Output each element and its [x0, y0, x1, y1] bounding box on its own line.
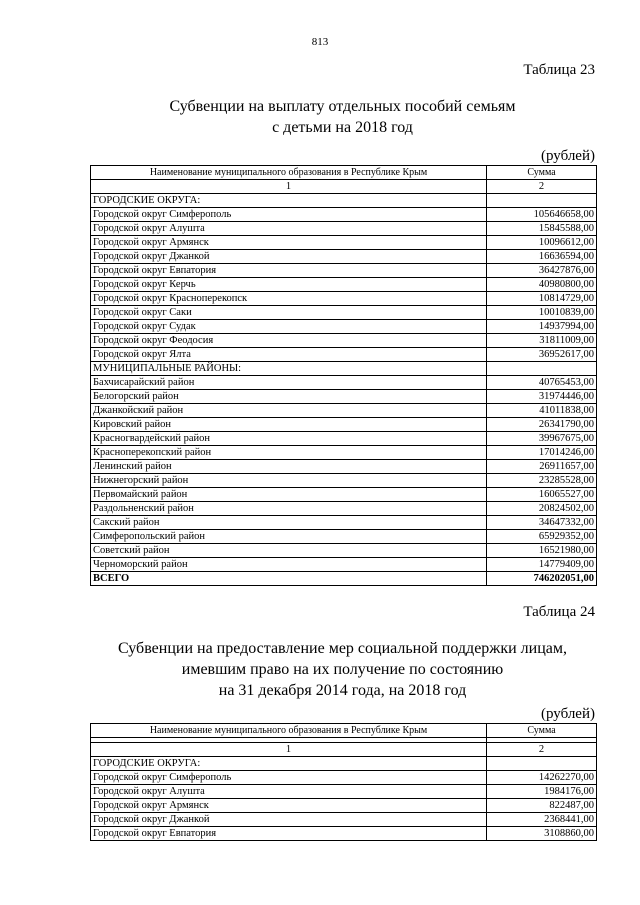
amount: 17014246,00	[487, 446, 597, 460]
table-row	[91, 264, 597, 278]
amount: 10010839,00	[487, 306, 597, 320]
table-24-title	[90, 638, 595, 701]
column-number: 2	[487, 180, 597, 194]
municipality-name: ГОРОДСКИЕ ОКРУГА:	[91, 757, 487, 771]
municipality-name: Городской округ Армянск	[91, 799, 487, 813]
table-row	[91, 757, 597, 771]
table-row	[91, 390, 597, 404]
amount: 3108860,00	[487, 827, 597, 841]
table-row	[91, 558, 597, 572]
municipality-name: Городской округ Симферополь	[91, 771, 487, 785]
column-number: 2	[487, 743, 597, 757]
municipality-name: Городской округ Красноперекопск	[91, 292, 487, 306]
page-number: 813	[311, 36, 329, 48]
amount: 16521980,00	[487, 544, 597, 558]
table-row	[91, 194, 597, 208]
municipality-name: Городской округ Евпатория	[91, 827, 487, 841]
table-row	[91, 404, 597, 418]
column-number: 1	[91, 743, 487, 757]
header-row	[91, 166, 597, 180]
amount: 14262270,00	[487, 771, 597, 785]
municipality-name: Кировский район	[91, 418, 487, 432]
amount: 31974446,00	[487, 390, 597, 404]
municipality-name: Городской округ Ялта	[91, 348, 487, 362]
amount	[487, 362, 597, 376]
municipality-name: Городской округ Алушта	[91, 785, 487, 799]
table-row	[91, 236, 597, 250]
header-name: Наименование муниципального образования в Республике Крым	[91, 166, 487, 180]
municipality-name: Городской округ Керчь	[91, 278, 487, 292]
table-row	[91, 292, 597, 306]
table-row	[91, 222, 597, 236]
municipality-name: Городской округ Армянск	[91, 236, 487, 250]
amount	[487, 757, 597, 771]
table-row	[91, 348, 597, 362]
table-row	[91, 516, 597, 530]
municipality-name: Нижнегорский район	[91, 474, 487, 488]
table-row	[91, 460, 597, 474]
table-row	[91, 813, 597, 827]
municipality-name: Городской округ Джанкой	[91, 250, 487, 264]
column-number-row	[91, 743, 597, 757]
amount: 105646658,00	[487, 208, 597, 222]
amount: 1984176,00	[487, 785, 597, 799]
municipality-name: Городской округ Саки	[91, 306, 487, 320]
municipality-name: Сакский район	[91, 516, 487, 530]
amount: 10814729,00	[487, 292, 597, 306]
amount: 39967675,00	[487, 432, 597, 446]
amount: 14779409,00	[487, 558, 597, 572]
table-row	[91, 488, 597, 502]
municipality-name: Ленинский район	[91, 460, 487, 474]
table-row	[91, 502, 597, 516]
amount: 31811009,00	[487, 334, 597, 348]
column-number: 1	[91, 180, 487, 194]
amount: 26911657,00	[487, 460, 597, 474]
table-row	[91, 320, 597, 334]
amount: 34647332,00	[487, 516, 597, 530]
table-row	[91, 250, 597, 264]
column-number-row	[91, 180, 597, 194]
total-label: ВСЕГО	[91, 572, 487, 586]
amount: 20824502,00	[487, 502, 597, 516]
table-row	[91, 306, 597, 320]
municipality-name: Красноперекопский район	[91, 446, 487, 460]
table-24	[90, 723, 597, 841]
municipality-name: Бахчисарайский район	[91, 376, 487, 390]
amount	[487, 194, 597, 208]
amount: 40765453,00	[487, 376, 597, 390]
amount: 14937994,00	[487, 320, 597, 334]
amount: 822487,00	[487, 799, 597, 813]
municipality-name: Первомайский район	[91, 488, 487, 502]
total-amount: 746202051,00	[487, 572, 597, 586]
table-23-units: (рублей)	[540, 148, 595, 164]
table-row	[91, 530, 597, 544]
amount: 40980800,00	[487, 278, 597, 292]
municipality-name: Городской округ Евпатория	[91, 264, 487, 278]
table-row	[91, 208, 597, 222]
header-name: Наименование муниципального образования в Республике Крым	[91, 724, 487, 738]
municipality-name: Городской округ Джанкой	[91, 813, 487, 827]
amount: 23285528,00	[487, 474, 597, 488]
title-line: имевшим право на их получение по состоянию	[181, 661, 504, 678]
table-23-title	[90, 96, 595, 138]
title-line: с детьми на 2018 год	[272, 119, 413, 136]
table-24-label: Таблица 24	[523, 604, 595, 620]
municipality-name: Городской округ Феодосия	[91, 334, 487, 348]
table-row	[91, 474, 597, 488]
table-row	[91, 362, 597, 376]
table-23-label: Таблица 23	[523, 62, 595, 78]
table-row	[91, 771, 597, 785]
table-row	[91, 418, 597, 432]
table-row	[91, 827, 597, 841]
municipality-name: Белогорский район	[91, 390, 487, 404]
amount: 16065527,00	[487, 488, 597, 502]
municipality-name: Раздольненский район	[91, 502, 487, 516]
table-row	[91, 376, 597, 390]
table-row	[91, 278, 597, 292]
municipality-name: МУНИЦИПАЛЬНЫЕ РАЙОНЫ:	[91, 362, 487, 376]
table-23	[90, 165, 597, 586]
header-amount: Сумма	[487, 166, 597, 180]
table-row	[91, 334, 597, 348]
municipality-name: Джанкойский район	[91, 404, 487, 418]
table-24-units: (рублей)	[540, 706, 595, 722]
municipality-name: Красногвардейский район	[91, 432, 487, 446]
amount: 36952617,00	[487, 348, 597, 362]
municipality-name: ГОРОДСКИЕ ОКРУГА:	[91, 194, 487, 208]
header-amount: Сумма	[487, 724, 597, 738]
municipality-name: Советский район	[91, 544, 487, 558]
amount: 16636594,00	[487, 250, 597, 264]
amount: 26341790,00	[487, 418, 597, 432]
amount: 15845588,00	[487, 222, 597, 236]
municipality-name: Городской округ Алушта	[91, 222, 487, 236]
table-row	[91, 799, 597, 813]
amount: 2368441,00	[487, 813, 597, 827]
table-row	[91, 432, 597, 446]
amount: 36427876,00	[487, 264, 597, 278]
municipality-name: Симферопольский район	[91, 530, 487, 544]
municipality-name: Черноморский район	[91, 558, 487, 572]
table-row	[91, 446, 597, 460]
total-row	[91, 572, 597, 586]
title-line: Субвенции на выплату отдельных пособий семьям	[169, 98, 516, 115]
title-line: Субвенции на предоставление мер социальной поддержки лицам,	[117, 640, 568, 657]
municipality-name: Городской округ Судак	[91, 320, 487, 334]
header-row	[91, 724, 597, 738]
title-line: на 31 декабря 2014 года, на 2018 год	[218, 682, 467, 699]
amount: 65929352,00	[487, 530, 597, 544]
amount: 41011838,00	[487, 404, 597, 418]
municipality-name: Городской округ Симферополь	[91, 208, 487, 222]
amount: 10096612,00	[487, 236, 597, 250]
table-row	[91, 785, 597, 799]
table-row	[91, 544, 597, 558]
